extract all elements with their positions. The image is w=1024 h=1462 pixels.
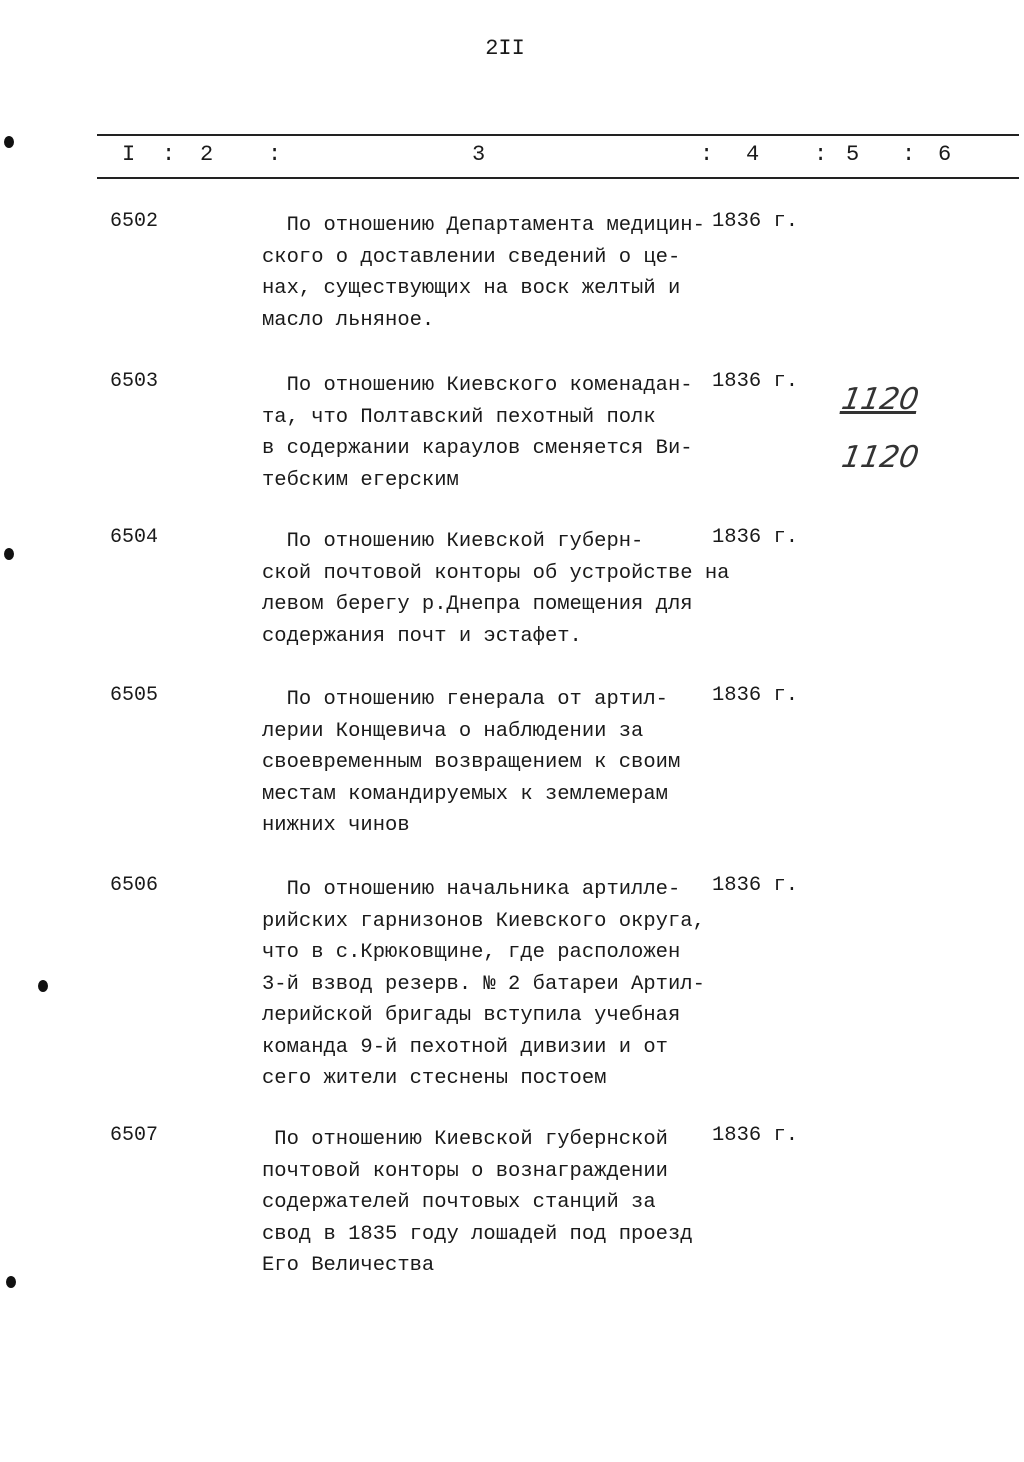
handwritten-sheet-number: 1120 [838, 382, 922, 417]
description-line: свод в 1835 году лошадей под проезд [262, 1222, 693, 1246]
description-line: почтовой конторы о вознаграждении [262, 1159, 668, 1183]
binder-hole-mark [4, 136, 14, 148]
col-sep: : [268, 142, 282, 167]
entry-description [262, 370, 693, 496]
entry-year: 1836 г. [712, 1124, 799, 1147]
entry-number: 6507 [110, 1124, 159, 1147]
description-line: лерии Конщевича о наблюдении за [262, 719, 644, 743]
description-line: 3-й взвод резерв. № 2 батареи Артил- [262, 972, 705, 996]
description-line: По отношению Киевской губернской [262, 1128, 668, 1151]
entry-description [262, 1124, 693, 1282]
col-2: 2 [200, 142, 214, 167]
page-number: 2II [485, 36, 525, 61]
col-4: 4 [746, 142, 760, 167]
entry-number: 6504 [110, 526, 159, 549]
description-line: в содержании караулов сменяется Ви- [262, 437, 693, 460]
description-line: По отношению Киевской губерн- [262, 530, 644, 553]
description-line: рийских гарнизонов Киевского округа, [262, 909, 705, 933]
description-line: По отношению генерала от артил- [262, 688, 668, 711]
description-line: содержания почт и эстафет. [262, 624, 582, 648]
col-3: 3 [472, 142, 486, 167]
entry-year: 1836 г. [712, 210, 799, 233]
entry-year: 1836 г. [712, 370, 799, 393]
col-sep: : [162, 142, 176, 167]
description-line: лерийской бригады вступила учебная [262, 1004, 681, 1027]
entry-number: 6502 [110, 210, 159, 233]
description-line: По отношению начальника артилле- [262, 878, 681, 901]
description-line: содержателей почтовых станций за [262, 1191, 656, 1214]
header-bottom-rule [97, 177, 1019, 179]
col-sep: : [700, 142, 714, 167]
description-line: ского о доставлении сведений о це- [262, 245, 681, 269]
description-line: масло льняное. [262, 308, 435, 332]
col-sep: : [814, 142, 828, 167]
entry-number: 6506 [110, 874, 159, 897]
description-line: тебским егерским [262, 468, 459, 492]
handwritten-sheet-number-corrected: 1120 [838, 440, 922, 475]
entry-number: 6503 [110, 370, 159, 393]
description-line: По отношению Департамента медицин- [262, 214, 705, 237]
description-line: что в с.Крюковщине, где расположен [262, 941, 681, 964]
description-line: По отношению Киевского коменадан- [262, 374, 693, 397]
description-line: местам командируемых к землемерам [262, 782, 668, 806]
col-sep: : [902, 142, 916, 167]
entry-description [262, 210, 705, 336]
description-line: та, что Полтавский пехотный полк [262, 405, 656, 429]
binder-hole-mark [38, 980, 48, 992]
entry-year: 1836 г. [712, 874, 799, 897]
entry-year: 1836 г. [712, 526, 799, 549]
entry-year: 1836 г. [712, 684, 799, 707]
description-line: ской почтовой конторы об устройстве на [262, 561, 730, 585]
col-1: I [122, 142, 136, 167]
description-line: своевременным возвращением к своим [262, 751, 681, 774]
description-line: команда 9-й пехотной дивизии и от [262, 1035, 668, 1059]
col-6: 6 [938, 142, 952, 167]
entry-description [262, 526, 729, 652]
entry-description [262, 874, 705, 1095]
description-line: нах, существующих на воск желтый и [262, 277, 681, 300]
binder-hole-mark [4, 548, 14, 560]
description-line: левом берегу р.Днепра помещения для [262, 593, 693, 616]
description-line: нижних чинов [262, 814, 410, 837]
description-line: сего жители стеснены постоем [262, 1067, 607, 1090]
entry-description [262, 684, 680, 842]
entry-number: 6505 [110, 684, 159, 707]
header-top-rule [97, 134, 1019, 136]
binder-hole-mark [6, 1276, 16, 1288]
description-line: Его Величества [262, 1254, 435, 1277]
col-5: 5 [846, 142, 860, 167]
